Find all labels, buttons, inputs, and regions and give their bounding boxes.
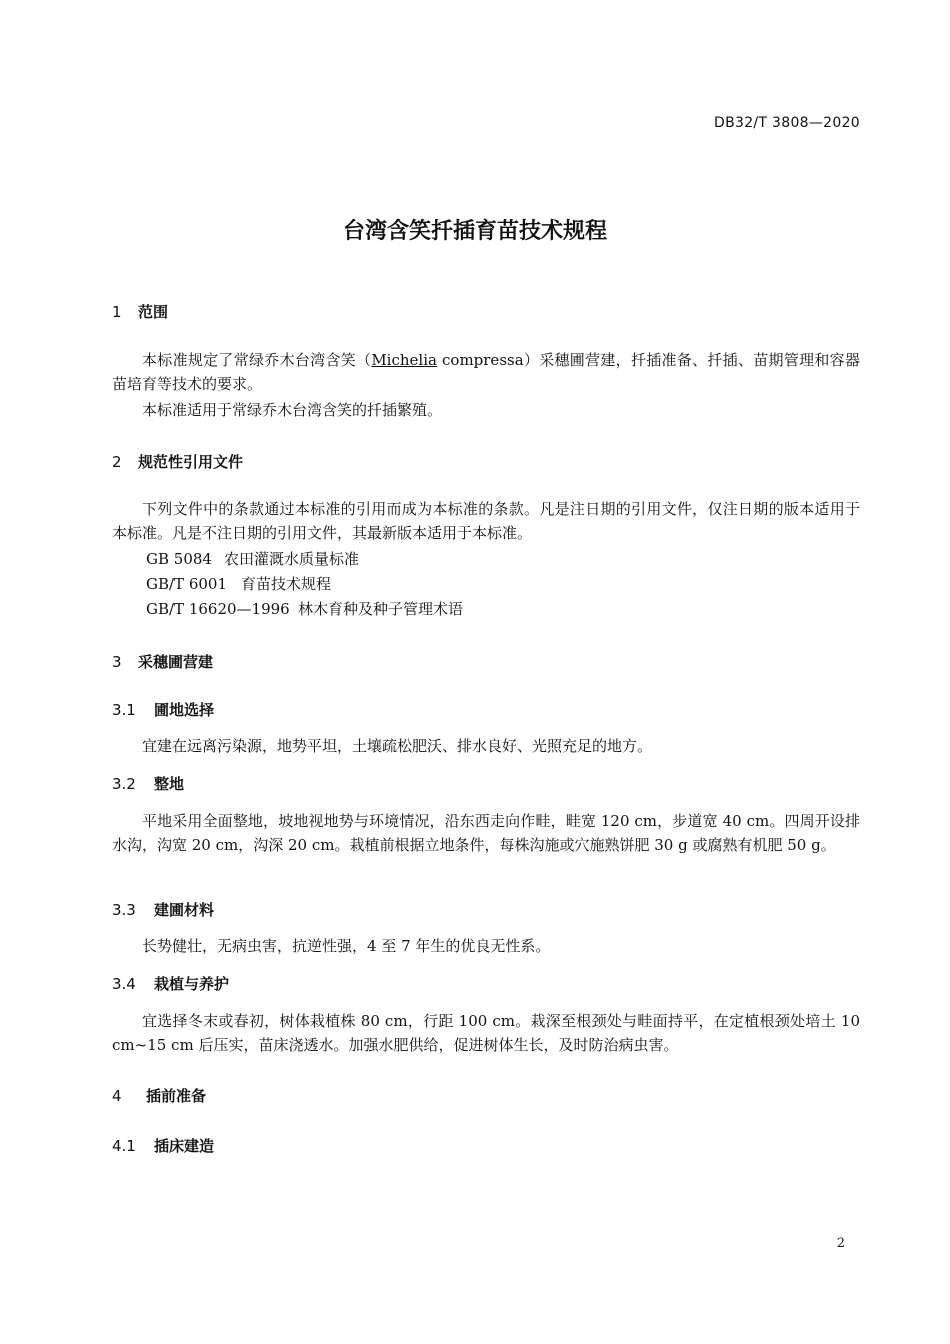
section-1-paragraph-1 — [112, 348, 860, 396]
subsection-title: 圃地选择 — [154, 701, 215, 719]
reference-item — [146, 572, 331, 596]
section-title: 规范性引用文件 — [138, 453, 244, 471]
reference-code: GB 5084 — [146, 550, 212, 568]
reference-name: 农田灌溉水质量标准 — [224, 550, 360, 568]
subsection-3-4-heading — [112, 973, 229, 994]
subsection-title: 栽植与养护 — [154, 975, 230, 993]
subsection-3-3-heading — [112, 899, 214, 920]
reference-item — [146, 547, 359, 571]
section-number: 1 — [112, 303, 122, 321]
subsection-title: 整地 — [154, 775, 185, 793]
section-1-paragraph-2: 本标准适用于常绿乔木台湾含笑的扦插繁殖。 — [142, 401, 443, 419]
section-title: 采穗圃营建 — [138, 653, 214, 671]
reference-name: 育苗技术规程 — [241, 575, 332, 593]
text-segment: 本标准规定了常绿乔木台湾含笑（ — [142, 351, 372, 369]
subsection-number: 3.4 — [112, 975, 136, 993]
page-number: 2 — [836, 1236, 845, 1251]
latin-species: compressa — [436, 351, 524, 369]
section-number: 4 — [112, 1087, 122, 1105]
section-title: 插前准备 — [146, 1087, 207, 1105]
reference-item — [146, 597, 463, 621]
subsection-3-2-text: 平地采用全面整地，坡地视地势与环境情况，沿东西走向作畦，畦宽 120 cm，步道宽 40 cm。四周开设排水沟，沟宽 20 cm，沟深 20 cm。栽植前根据立地条件，每株沟施或穴施熟饼肥 30 g 或腐熟有机肥 50 g。 — [112, 812, 860, 854]
subsection-4-1-heading — [112, 1135, 214, 1156]
subsection-3-3-text: 长势健壮，无病虫害，抗逆性强，4 至 7 年生的优良无性系。 — [142, 937, 551, 955]
subsection-number: 3.2 — [112, 775, 136, 793]
subsection-number: 4.1 — [112, 1137, 136, 1155]
subsection-number: 3.1 — [112, 701, 136, 719]
standard-code: DB32/T 3808—2020 — [714, 115, 860, 131]
latin-genus: Michelia — [371, 351, 437, 369]
section-number: 2 — [112, 453, 122, 471]
reference-code: GB/T 6001 — [146, 575, 228, 593]
text-segment: ）采穗圃营建，扦插准备、扦插、苗期管理和容器苗培育等技术的要求。 — [112, 351, 860, 393]
reference-name: 林木育种及种子管理术语 — [298, 600, 464, 618]
document-title: 台湾含笑扦插育苗技术规程 — [342, 219, 607, 244]
section-4-heading — [112, 1085, 206, 1106]
subsection-3-1-text: 宜建在远离污染源，地势平坦，土壤疏松肥沃、排水良好、光照充足的地方。 — [142, 737, 653, 755]
subsection-title: 插床建造 — [154, 1137, 215, 1155]
reference-code: GB/T 16620—1996 — [146, 600, 290, 618]
section-2-paragraph-1: 下列文件中的条款通过本标准的引用而成为本标准的条款。凡是注日期的引用文件，仅注日期的版本适用于本标准。凡是不注日期的引用文件，其最新版本适用于本标准。 — [112, 500, 860, 542]
subsection-number: 3.3 — [112, 901, 136, 919]
subsection-title: 建圃材料 — [154, 901, 215, 919]
subsection-3-2-heading — [112, 773, 184, 794]
section-3-heading — [112, 651, 213, 672]
section-number: 3 — [112, 653, 122, 671]
section-1-heading — [112, 301, 168, 322]
subsection-3-4-text: 宜选择冬末或春初，树体栽植株 80 cm，行距 100 cm。栽深至根颈处与畦面持平，在定植根颈处培土 10 cm~15 cm 后压实，苗床浇透水。加强水肥供给，促进树体生长，及时防治病虫害。 — [112, 1012, 860, 1054]
section-title: 范围 — [138, 303, 169, 321]
subsection-3-1-heading — [112, 699, 214, 720]
section-2-heading — [112, 451, 243, 472]
